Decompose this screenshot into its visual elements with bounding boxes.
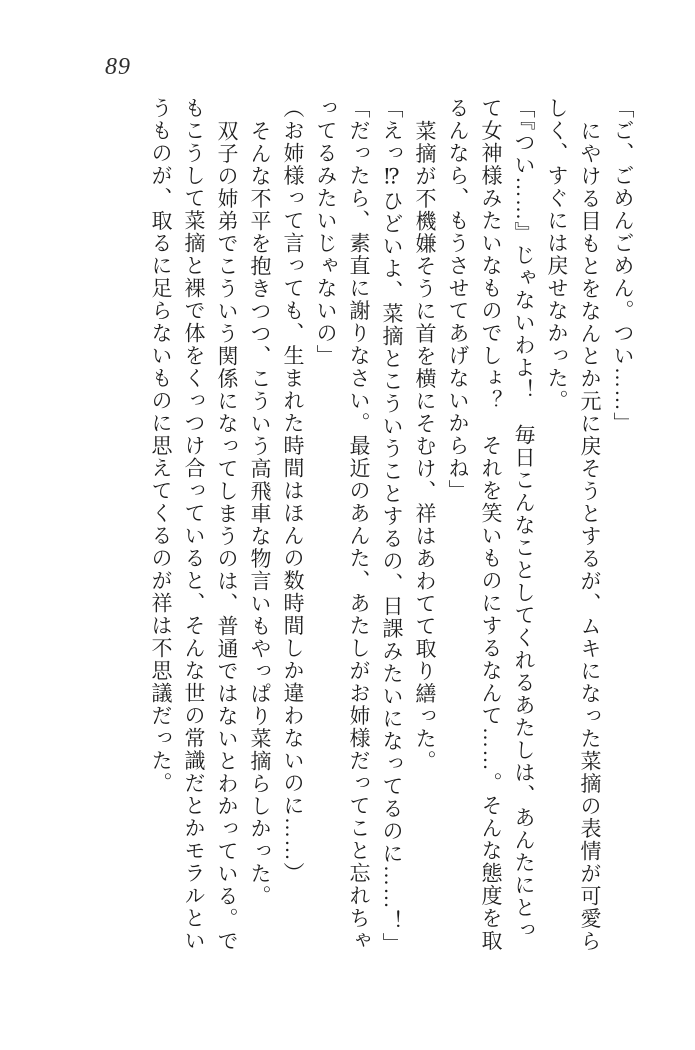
paragraph-narration: 双子の姉弟でこういう関係になってしまうのは、普通ではないとわかっている。でもこうして菜摘と裸で体をくっつけ合っていると、そんな世の常識だとかモラルというものが、取るに足らないものに思えてくるのが祥は不思議だった。 <box>149 97 239 952</box>
paragraph-narration: にやける目もとをなんとか元に戻そうとするが、ムキになった菜摘の表情が可愛らしく、すぐには戻せなかった。 <box>545 97 602 952</box>
paragraph-dialogue: 「だったら、素直に謝りなさい。最近のあんた、あたしがお姉様だってこと忘れちゃってるみたいじゃないの」 <box>314 97 371 952</box>
text-block <box>142 97 639 957</box>
paragraph-inner-thought: （お姉様って言っても、生まれた時間はほんの数時間しか違わないのに……） <box>281 97 305 885</box>
paragraph-dialogue: 「『つい……』じゃないわよ！ 毎日こんなことしてくれるあたしは、あんたにとって女神様みたいなものでしょ？ それを笑いものにするなんて……。そんな態度を取るんなら、もうさせてあげないからね」 <box>446 97 536 952</box>
paragraph-narration: そんな不平を抱きつつ、こういう高飛車な物言いもやっぱり菜摘らしかった。 <box>248 119 272 907</box>
paragraph-narration: 菜摘が不機嫌そうに首を横にそむけ、祥はあわてて取り繕った。 <box>413 119 437 772</box>
paragraph-dialogue: 「ご、ごめんごめん。つい……」 <box>611 97 635 435</box>
paragraph-dialogue: 「えっ⁉ひどいよ、菜摘とこういうことするの、日課みたいになってるのに……！」 <box>380 97 404 955</box>
page-number: 89 <box>105 54 131 80</box>
